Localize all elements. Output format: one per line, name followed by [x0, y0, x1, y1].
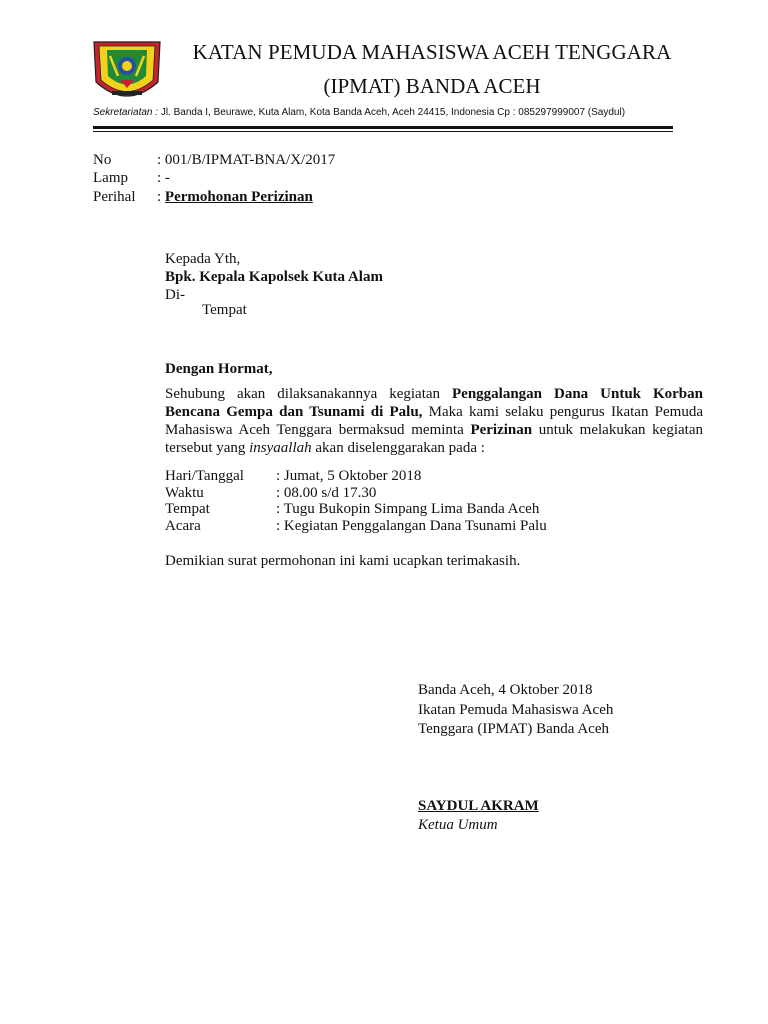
detail-label-event: Acara	[165, 518, 201, 534]
signature-place-date: Banda Aceh, 4 Oktober 2018	[418, 682, 593, 698]
organization-name-line2: (IPMAT) BANDA ACEH	[323, 74, 541, 98]
secretariat-address	[93, 107, 625, 118]
attachment-label: Lamp	[93, 170, 128, 186]
contact-phone: Cp : 085297999007 (Saydul)	[497, 107, 626, 118]
event-name: Penggalangan Dana Untuk Korban Bencana Gempa dan Tsunami di Palu,	[165, 386, 703, 420]
address-text: Jl. Banda I, Beurawe, Kuta Alam, Kota Banda Aceh, Aceh 24415, Indonesia	[158, 107, 498, 118]
paragraph-text-1: Sehubung akan dilaksanakannya kegiatan	[165, 386, 452, 402]
detail-label-place: Tempat	[165, 501, 210, 517]
paragraph-text-3: untuk melakukan kegiatan tersebut yang	[165, 422, 703, 456]
number-value: : 001/B/IPMAT-BNA/X/2017	[157, 152, 336, 168]
letterhead-rule-thick	[93, 126, 673, 129]
subject-separator: :	[157, 189, 165, 205]
recipient-greeting: Kepada Yth,	[165, 251, 241, 267]
insyaallah-text: insyaallah	[249, 440, 312, 456]
permit-keyword: Perizinan	[470, 422, 533, 438]
paragraph-text-4: akan diselenggarakan pada :	[311, 440, 485, 456]
detail-value-place: : Tugu Bukopin Simpang Lima Banda Aceh	[276, 501, 540, 517]
signature-org-line2: Tenggara (IPMAT) Banda Aceh	[418, 721, 609, 737]
salutation: Dengan Hormat,	[165, 361, 273, 377]
signature-org-line1: Ikatan Pemuda Mahasiswa Aceh	[418, 702, 614, 718]
organization-name-line1: KATAN PEMUDA MAHASISWA ACEH TENGGARA	[192, 40, 672, 64]
signatory-title: Ketua Umum	[418, 817, 498, 833]
subject-text: Permohonan Perizinan	[164, 189, 313, 205]
detail-value-time: : 08.00 s/d 17.30	[276, 485, 377, 501]
detail-value-day: : Jumat, 5 Oktober 2018	[276, 468, 422, 484]
number-label: No	[93, 152, 112, 168]
organization-logo	[90, 36, 164, 108]
letterhead-rule-thin	[93, 131, 673, 132]
detail-label-time: Waktu	[165, 485, 204, 501]
address-label: Sekretariatan :	[93, 107, 159, 118]
attachment-value: : -	[157, 170, 170, 186]
subject-value	[157, 188, 313, 207]
paragraph-text-2: Maka kami selaku pengurus Ikatan Pemuda Mahasiswa Aceh Tenggara bermaksud meminta	[165, 404, 703, 438]
subject-label: Perihal	[93, 189, 136, 205]
detail-label-day: Hari/Tanggal	[165, 468, 244, 484]
recipient-place: Tempat	[202, 302, 247, 318]
recipient-di: Di-	[165, 287, 185, 303]
detail-value-event: : Kegiatan Penggalangan Dana Tsunami Palu	[276, 518, 547, 534]
recipient-name: Bpk. Kepala Kapolsek Kuta Alam	[165, 269, 383, 285]
signatory-name: SAYDUL AKRAM	[418, 798, 539, 814]
closing-sentence: Demikian surat permohonan ini kami ucapkan terimakasih.	[165, 553, 521, 569]
body-paragraph	[165, 385, 703, 457]
